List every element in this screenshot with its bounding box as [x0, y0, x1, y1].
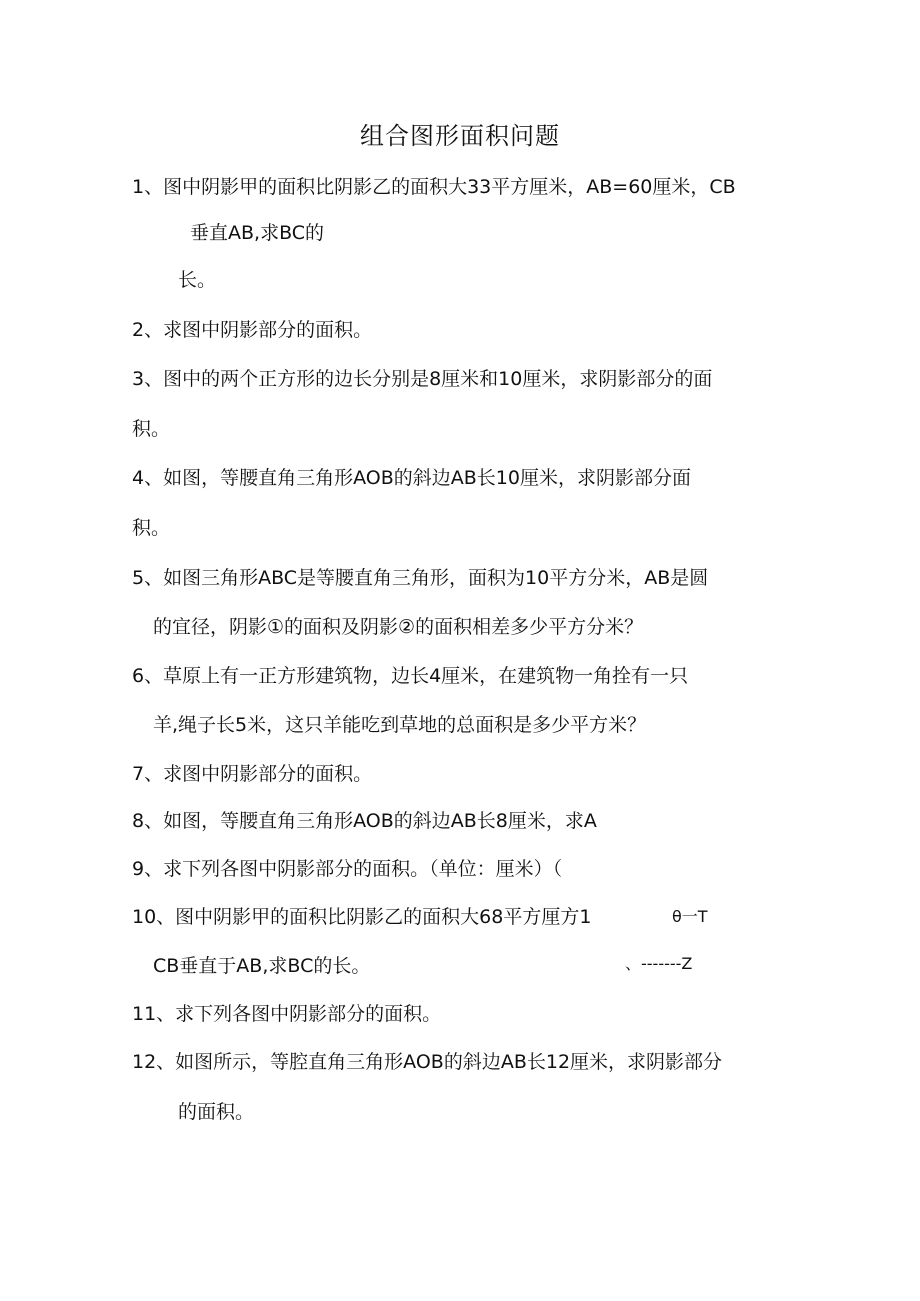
question-7-line-1: 7、求图中阴影部分的面积。 — [132, 763, 373, 785]
question-3-line-2: 积。 — [132, 418, 171, 440]
question-12-line-2: 的面积。 — [178, 1101, 255, 1123]
question-5-line-2: 的宜径，阴影①的面积及阴影②的面积相差多少平方分米？ — [153, 616, 644, 638]
question-9-line-1: 9、求下列各图中阴影部分的面积。（单位：厘米）（ — [132, 858, 563, 880]
question-1-line-2: 垂直AB,求BC的 — [190, 222, 325, 244]
question-5-line-1: 5、如图三角形ABC是等腰直角三角形，面积为10平方分米，AB是圆 — [132, 567, 709, 589]
question-10-figure-fragment-1: θ一T — [672, 907, 708, 926]
question-10-line-2: CB垂直于AB,求BC的长。 — [153, 955, 371, 977]
question-12-line-1: 12、如图所示，等腔直角三角形AOB的斜边AB长12厘米，求阴影部分 — [132, 1051, 723, 1073]
question-10-figure-fragment-2: 、-------Z — [625, 954, 693, 973]
question-4-line-1: 4、如图，等腰直角三角形AOB的斜边AB长10厘米，求阴影部分面 — [132, 467, 691, 489]
document-title: 组合图形面积问题 — [360, 122, 560, 150]
question-8-line-1: 8、如图，等腰直角三角形AOB的斜边AB长8厘米，求A — [132, 810, 597, 832]
question-6-line-1: 6、草原上有一正方形建筑物，边长4厘米，在建筑物一角拴有一只 — [132, 665, 689, 687]
question-1-line-3: 长。 — [178, 269, 217, 291]
question-2-line-1: 2、求图中阴影部分的面积。 — [132, 319, 373, 341]
question-1-line-1: 1、图中阴影甲的面积比阴影乙的面积大33平方厘米，AB=60厘米，CB — [132, 176, 736, 198]
question-4-line-2: 积。 — [132, 517, 171, 539]
question-10-line-1: 10、图中阴影甲的面积比阴影乙的面积大68平方厘方1 — [132, 906, 592, 928]
question-3-line-1: 3、图中的两个正方形的边长分别是8厘米和10厘米，求阴影部分的面 — [132, 368, 713, 390]
question-6-line-2: 羊,绳子长5米，这只羊能吃到草地的总面积是多少平方米？ — [153, 714, 647, 736]
question-11-line-1: 11、求下列各图中阴影部分的面积。 — [132, 1003, 442, 1025]
